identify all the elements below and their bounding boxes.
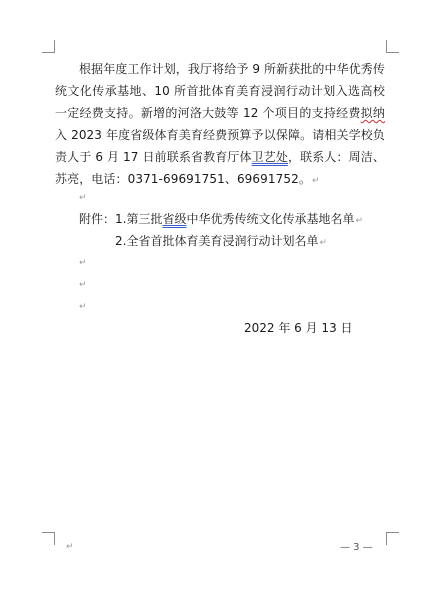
crop-mark-top-left	[42, 40, 55, 53]
main-paragraph[interactable]	[55, 58, 385, 192]
paragraph-text-part1: 根据年度工作计划，我厅将给予 9 所新获批的中华优秀传统文化传承基地、10 所首批体育美育浸润行动计划入选高校一定经费支持。新增的河洛大鼓等 12 个项目的支持经费拟纳入 2023 年度省级体育美育经费预算予以保障。	[55, 62, 386, 142]
attachment-1-suffix: 中华优秀传统文化传承基地名单	[186, 212, 355, 226]
underlined-dept-name: 卫艺处	[251, 150, 288, 164]
paragraph-mark-icon: ↵	[79, 193, 87, 203]
crop-mark-top-right	[386, 40, 399, 53]
paragraph-mark-icon: ↵	[311, 176, 320, 186]
attachment-2-text: 2.全省首批体育美育浸润行动计划名单	[115, 234, 319, 248]
attachment-1-underlined: 省级	[162, 212, 187, 226]
attachment-line-2[interactable]	[115, 230, 327, 254]
attachment-line-1[interactable]	[79, 208, 363, 232]
attachments-label: 附件：	[79, 212, 116, 226]
paragraph-text-part2b: ，联系人：周洁、苏亮，电话：0371-69691751、69691752。	[55, 150, 385, 186]
crop-mark-bottom-left	[42, 532, 55, 545]
attachment-1-prefix: 第三批	[126, 212, 163, 226]
paragraph-mark-icon: ↵	[79, 280, 87, 290]
page-number: — 3 —	[340, 542, 373, 553]
attachment-1-number: 1.	[115, 212, 127, 226]
spellcheck-flagged-word: 拟纳	[360, 106, 386, 120]
paragraph-mark-icon: ↵	[319, 238, 327, 248]
paragraph-mark-icon: ↵	[66, 542, 74, 552]
paragraph-mark-icon: ↵	[79, 258, 87, 268]
paragraph-mark-icon: ↵	[79, 302, 87, 312]
paragraph-text-part2a: 请相关学校负责人于 6 月 17 日前联系省教育厅体	[55, 128, 385, 164]
body-text[interactable]	[55, 58, 385, 192]
crop-mark-bottom-right	[386, 532, 399, 545]
date-line[interactable]	[244, 317, 353, 339]
document-date: 2022 年 6 月 13 日	[244, 321, 353, 335]
paragraph-mark-icon: ↵	[355, 216, 364, 226]
